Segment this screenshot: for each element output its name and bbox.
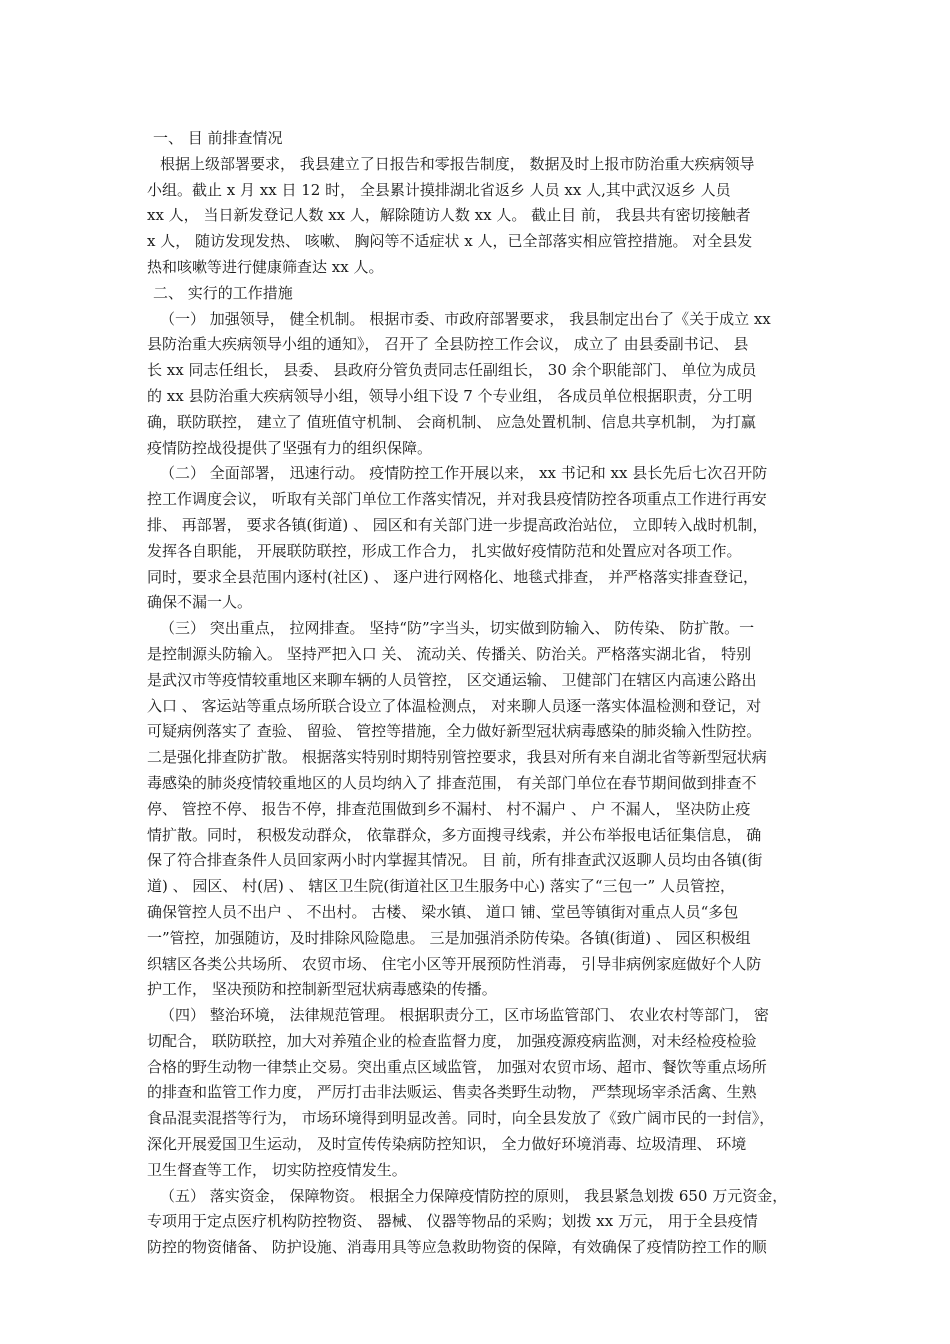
text-line: （四） 整治环境， 法律规范管理。 根据职责分工，区市场监管部门、 农业农村等部门， 密	[160, 1006, 769, 1025]
text-line: 护工作， 坚决预防和控制新型冠状病毒感染的传播。	[147, 980, 497, 999]
text-line: 的排查和监管工作力度， 严厉打击非法贩运、售卖各类野生动物， 严禁现场宰杀活禽、生熟	[147, 1083, 757, 1102]
text-line: 织辖区各类公共场所、 农贸市场、 住宅小区等开展预防性消毒， 引导非病例家庭做好个人防	[147, 954, 762, 973]
text-line: （五） 落实资金， 保障物资。 根据全力保障疫情防控的原则， 我县紧急划拨 650 万元资金，	[160, 1186, 788, 1205]
text-line: 毒感染的肺炎疫情较重地区的人员均纳入了 排查范围， 有关部门单位在春节期间做到排查不	[147, 773, 757, 792]
text-line: 排、 再部署， 要求各镇(街道) 、 园区和有关部门进一步提高政治站位， 立即转入战时机制，	[147, 515, 768, 534]
measure-paragraph-5	[147, 1184, 809, 1261]
text-line: 确保不漏一人。	[147, 593, 253, 612]
text-line: xx 人， 当日新发登记人数 xx 人，解除随访人数 xx 人。 截止目 前， 我县共有密切接触者	[147, 206, 751, 225]
measure-paragraph-1	[147, 307, 809, 462]
text-line: （三） 突出重点， 拉网排查。 坚持“防”字当头，切实做到防输入、 防传染、 防扩散。一	[160, 619, 755, 638]
text-line: 深化开展爱国卫生运动， 及时宣传传染病防控知识， 全力做好环境消毒、垃圾清理、 环境	[147, 1135, 747, 1154]
text-line: 道) 、 园区、 村(居) 、 辖区卫生院(街道社区卫生服务中心) 落实了“三包一” 人员管控，	[147, 877, 735, 896]
text-line: 一”管控，加强随访，及时排除风险隐患。 三是加强消杀防传染。各镇(街道) 、 园区积极组	[147, 928, 751, 947]
text-line: x 人， 随访发现发热、 咳嗽、 胸闷等不适症状 x 人，已全部落实相应管控措施。 对全县发	[147, 232, 753, 251]
section-1-paragraph	[147, 152, 809, 281]
text-line: 入口 、 客运站等重点场所联合设立了体温检测点， 对来聊人员逐一落实体温检测和登记，对	[147, 696, 762, 715]
text-line: 确，联防联控， 建立了 值班值守机制、 会商机制、 应急处置机制、信息共享机制， 为打赢	[147, 412, 756, 431]
text-line: 是武汉市等疫情较重地区来聊车辆的人员管控， 区交通运输、 卫健部门在辖区内高速公路出	[147, 670, 757, 689]
text-line: 情扩散。同时， 积极发动群众， 依靠群众，多方面搜寻线索，并公布举报电话征集信息， 确	[147, 825, 762, 844]
text-line: 县防治重大疾病领导小组的通知》， 召开了 全县防控工作会议， 成立了 由县委副书记、 县	[147, 335, 749, 354]
text-line: 食品混卖混搭等行为， 市场环境得到明显改善。同时，向全县发放了《致广阔市民的一封信》，	[147, 1109, 775, 1128]
text-line: 根据上级部署要求， 我县建立了日报告和零报告制度， 数据及时上报市防治重大疾病领导	[160, 154, 755, 173]
text-line: （一） 加强领导， 健全机制。 根据市委、市政府部署要求， 我县制定出台了《关于成立 xx	[160, 309, 771, 328]
text-line: （二） 全面部署， 迅速行动。 疫情防控工作开展以来， xx 书记和 xx 县长先后七次召开防	[160, 464, 768, 483]
measure-paragraph-4	[147, 1003, 809, 1184]
text-line: 热和咳嗽等进行健康筛查达 xx 人。	[147, 257, 384, 276]
measure-paragraph-2	[147, 461, 809, 616]
text-line: 同时，要求全县范围内逐村(社区) 、 逐户进行网格化、地毯式排查， 并严格落实排查登记，	[147, 567, 759, 586]
text-line: 专项用于定点医疗机构防控物资、 器械、 仪器等物品的采购；划拨 xx 万元， 用于全县疫情	[147, 1212, 758, 1231]
text-line: 确保管控人员不出户 、 不出村。 古楼、 梁水镇、 道口 铺、堂邑等镇街对重点人员“多包	[147, 902, 739, 921]
text-line: 停、 管控不停、 报告不停，排查范围做到乡不漏村、 村不漏户 、 户 不漏人， 坚决防止疫	[147, 799, 751, 818]
section-heading-1: 一、 目 前排查情况	[153, 129, 283, 147]
text-line: 防控的物资储备、 防护设施、消毒用具等应急救助物资的保障，有效确保了疫情防控工作的顺	[147, 1238, 767, 1257]
text-line: 二是强化排查防扩散。 根据落实特别时期特别管控要求，我县对所有来自湖北省等新型冠状病	[147, 748, 767, 767]
text-line: 是控制源头防输入。 坚持严把入口 关、 流动关、传播关、防治关。严格落实湖北省， 特别	[147, 644, 752, 663]
section-heading-2: 二、 实行的工作措施	[153, 283, 293, 302]
measure-paragraph-3	[147, 616, 809, 1003]
document-body	[147, 126, 809, 1261]
text-line: 卫生督查等工作， 切实防控疫情发生。	[147, 1160, 407, 1179]
text-line: 保了符合排查条件人员回家两小时内掌握其情况。 目 前，所有排查武汉返聊人员均由各镇(街	[147, 851, 763, 870]
text-line: 可疑病例落实了 查验、 留验、 管控等措施，全力做好新型冠状病毒感染的肺炎输入性防控。	[147, 722, 762, 741]
text-line: 切配合， 联防联控，加大对养殖企业的检查监督力度， 加强疫源疫病监测，对未经检疫检验	[147, 1031, 757, 1050]
text-line: 合格的野生动物一律禁止交易。突出重点区域监管， 加强对农贸市场、超市、餐饮等重点场所	[147, 1057, 767, 1076]
text-line: 控工作调度会议， 听取有关部门单位工作落实情况，并对我县疫情防控各项重点工作进行再安	[147, 490, 767, 509]
text-line: 发挥各自职能， 开展联防联控，形成工作合力， 扎实做好疫情防范和处置应对各项工作。	[147, 541, 742, 560]
text-line: 长 xx 同志任组长， 县委、 县政府分管负责同志任副组长， 30 余个职能部门、 单位为成员	[147, 361, 757, 380]
text-line: 小组。截止 x 月 xx 日 12 时， 全县累计摸排湖北省返乡 人员 xx 人,其中武汉返乡 人员	[147, 180, 731, 199]
text-line: 的 xx 县防治重大疾病领导小组，领导小组下设 7 个专业组， 各成员单位根据职责，分工明	[147, 386, 753, 405]
text-line: 疫情防控战役提供了坚强有力的组织保障。	[147, 438, 433, 457]
